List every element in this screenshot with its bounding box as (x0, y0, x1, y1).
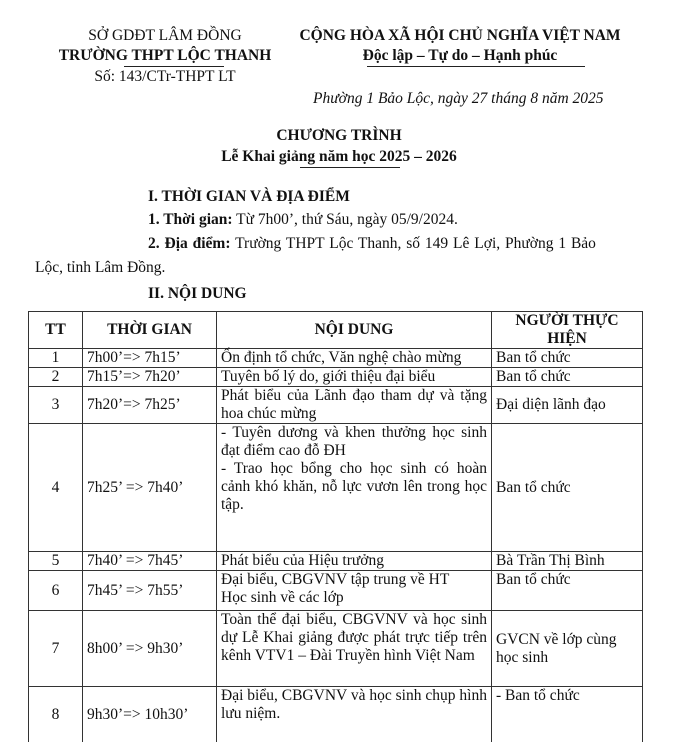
row-person: Đại diện lãnh đạo (492, 387, 643, 424)
row-time: 7h40’ => 7h45’ (83, 552, 217, 571)
row-time: 9h30’=> 10h30’ (83, 687, 217, 742)
program-table (28, 311, 643, 742)
document-number: Số: 143/CTr-THPT LT (94, 68, 236, 85)
header-tt: TT (29, 312, 83, 349)
document-date: Phường 1 Bảo Lộc, ngày 27 tháng 8 năm 2025 (313, 90, 604, 107)
time-value: Từ 7h00’, thứ Sáu, ngày 05/9/2024. (232, 211, 458, 228)
row-number: 2 (29, 368, 83, 387)
section-2-heading: II. NỘI DUNG (148, 285, 247, 302)
header-content: NỘI DUNG (217, 312, 492, 349)
row-number: 3 (29, 387, 83, 424)
row-number: 7 (29, 611, 83, 687)
row-number: 6 (29, 571, 83, 611)
row-content: Ổn định tổ chức, Văn nghệ chào mừng (217, 349, 492, 368)
row-content: Phát biểu của Lãnh đạo tham dự và tặng hoa chúc mừng (217, 387, 492, 424)
place-value: Trường THPT Lộc Thanh, số 149 Lê Lợi, Phường 1 Bảo (230, 235, 596, 252)
row-number: 5 (29, 552, 83, 571)
row-time: 7h45’ => 7h55’ (83, 571, 217, 611)
place-label: 2. Địa điểm: (148, 235, 231, 252)
row-content: Đại biểu, CBGVNV và học sinh chụp hình lưu niệm. (217, 687, 492, 742)
school-underline (124, 66, 224, 67)
row-time: 8h00’ => 9h30’ (83, 611, 217, 687)
row-content: Phát biểu của Hiệu trưởng (217, 552, 492, 571)
motto-underline (367, 66, 585, 67)
program-subtitle: Lễ Khai giảng năm học 2025 – 2026 (221, 148, 457, 165)
school-name: TRƯỜNG THPT LỘC THANH (58, 47, 272, 64)
row-person: - Ban tổ chức (492, 687, 643, 742)
row-time: 7h15’=> 7h20’ (83, 368, 217, 387)
table-row (29, 552, 643, 571)
row-time: 7h00’=> 7h15’ (83, 349, 217, 368)
table-row (29, 687, 643, 742)
row-number: 1 (29, 349, 83, 368)
row-number: 8 (29, 687, 83, 742)
row-person: Ban tổ chức (492, 424, 643, 552)
table-row (29, 387, 643, 424)
header-person: NGƯỜI THỰC HIỆN (492, 312, 643, 349)
row-content: - Tuyên dương và khen thưởng học sinh đạt điểm cao đỗ ĐH - Trao học bổng cho học sinh có hoàn cảnh khó khăn, nỗ lực vươn lên trong học tập. (217, 424, 492, 552)
place-continuation: Lộc, tỉnh Lâm Đồng. (35, 259, 166, 276)
row-person: Ban tổ chức (492, 571, 643, 611)
row-time: 7h20’=> 7h25’ (83, 387, 217, 424)
row-content: Tuyên bố lý do, giới thiệu đại biểu (217, 368, 492, 387)
row-person: Ban tổ chức (492, 368, 643, 387)
dept-name: SỞ GDĐT LÂM ĐỒNG (88, 27, 242, 44)
row-time: 7h25’ => 7h40’ (83, 424, 217, 552)
time-label: 1. Thời gian: (148, 211, 233, 228)
country-name: CỘNG HÒA XÃ HỘI CHỦ NGHĨA VIỆT NAM (299, 27, 621, 44)
row-person: Bà Trần Thị Bình (492, 552, 643, 571)
table-header-row (29, 312, 643, 349)
row-person: GVCN về lớp cùng học sinh (492, 611, 643, 687)
place-line (148, 235, 596, 253)
subtitle-underline (300, 167, 400, 168)
table-row (29, 368, 643, 387)
table-row (29, 611, 643, 687)
section-1-heading: I. THỜI GIAN VÀ ĐỊA ĐIỂM (148, 188, 350, 205)
time-line (148, 211, 458, 229)
row-content: Đại biểu, CBGVNV tập trung về HT Học sinh về các lớp (217, 571, 492, 611)
row-number: 4 (29, 424, 83, 552)
table-row (29, 571, 643, 611)
row-content: Toàn thể đại biểu, CBGVNV và học sinh dự Lễ Khai giảng được phát trực tiếp trên kênh VTV1 – Đài Truyền hình Việt Nam (217, 611, 492, 687)
motto: Độc lập – Tự do – Hạnh phúc (362, 47, 558, 64)
table-row (29, 424, 643, 552)
table-row (29, 349, 643, 368)
program-title: CHƯƠNG TRÌNH (276, 127, 402, 144)
header-time: THỜI GIAN (83, 312, 217, 349)
row-person: Ban tổ chức (492, 349, 643, 368)
